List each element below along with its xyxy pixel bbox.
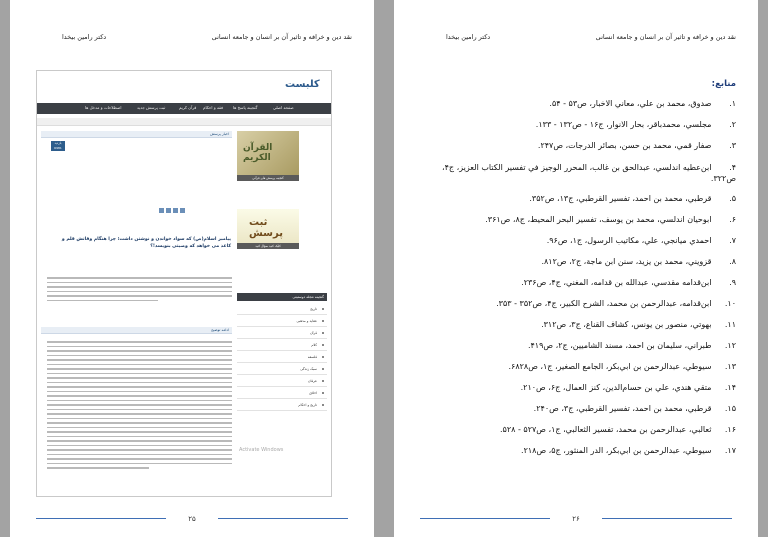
reference-text: سيوطي، عبدالرحمن بن ابي‌بكر، الدر المنثور، ج۵، ص۲۱۸. (521, 446, 712, 455)
ask-thumbnail-text: ثبت پرسش (249, 217, 283, 239)
share-icon (180, 208, 185, 213)
reference-item (416, 215, 736, 226)
reference-item (416, 99, 736, 110)
nav-item: اصطلاحات و مدخل ها (85, 105, 122, 110)
reference-item (416, 341, 736, 352)
reference-item (416, 141, 736, 152)
ask-question-thumbnail (237, 209, 299, 243)
reference-text: ابن‌قدامه مقدسي، عبدالله بن قدامه، المغني، ج۴، ص۲۳۶. (521, 278, 712, 287)
reference-item (416, 162, 736, 184)
quran-thumbnail (237, 131, 299, 175)
section-title: اخبار پرسش (41, 131, 232, 138)
social-icons (159, 208, 199, 213)
share-icon (173, 208, 178, 213)
reference-number: ۱۵. (724, 404, 736, 413)
reference-number: ۳. (729, 141, 736, 150)
reference-text: مجلسي، محمدباقر، بحار الانوار، ج۱۶ - ص۱۳۲ - ۱۳۳. (535, 120, 712, 129)
question-title: پیامبر اسلام(ص) که سواد خواندن و نوشتن داشت؛ چرا هنگام وفاتش قلم و کاغذ می خواهد که وصیتی بنویسد!؟ (61, 237, 231, 249)
activation-watermark: Activate Windows (239, 447, 284, 453)
sidebar-heading: گنجینه مجله دوستیتی (237, 293, 327, 301)
page-number: ۲۶ (572, 515, 580, 523)
reference-item (416, 383, 736, 394)
ask-caption: کلیک کنید سؤال کنيد (237, 243, 299, 249)
reference-text: بهوتي، منصور بن يونس، كشاف القناع، ج۳، ص۳۱۲. (541, 320, 712, 329)
sidebar-item: کلام (237, 339, 327, 351)
reference-text: متقي هندي، علي بن حسام‌الدين، كنز العمال، ج۶، ص۲۱۰. (520, 383, 712, 392)
references-title: منابع: (711, 79, 736, 89)
reference-item (416, 404, 736, 415)
embedded-website-screenshot (36, 70, 332, 497)
reference-number: ۴. (729, 163, 736, 172)
site-nav (37, 103, 331, 114)
quran-caption: گنجينه پرسش هاي قرآني (237, 175, 299, 181)
page-footer (420, 515, 732, 525)
reference-number: ۱۶. (724, 425, 736, 434)
reference-item (416, 120, 736, 131)
reference-item (416, 257, 736, 268)
reference-item (416, 236, 736, 247)
answer-paragraph (47, 341, 232, 472)
share-icon (159, 208, 164, 213)
header-author: دکتر رامين بيخدا (62, 33, 107, 41)
sidebar-item: تاریخ (237, 303, 327, 315)
nav-item: فقه و احكام (203, 105, 224, 110)
reference-item (416, 425, 736, 436)
reference-item (416, 278, 736, 289)
breadcrumb-bar (37, 118, 331, 126)
header-author: دکتر رامين بيخدا (446, 33, 491, 41)
page-number: ۲۵ (188, 515, 196, 523)
reference-text: ابن‌قدامه، عبدالرحمن بن محمد، الشرح الكبير، ج۴، ص۳۵۲ - ۳۵۳. (496, 299, 712, 308)
section-title-2: ادامه توضيح (41, 327, 232, 334)
reference-text: قرطبي، محمد بن احمد، تفسير القرطبي، ج۱۳، ص۳۵۲. (529, 194, 712, 203)
header-title: نقد دين و خرافه و تاثير آن بر انسان و جامعه انسانی (211, 33, 352, 41)
header-title: نقد دين و خرافه و تاثير آن بر انسان و جامعه انسانی (595, 33, 736, 41)
nav-item: گنجينه پاسخ ها (233, 105, 258, 110)
sidebar-item: اخلاق (237, 387, 327, 399)
reference-number: ۸. (729, 257, 736, 266)
reference-number: ۱۷. (724, 446, 736, 455)
left-page (10, 0, 374, 537)
reference-number: ۱۲. (724, 341, 736, 350)
reference-text: احمدي ميانجي، علي، مكاتيب الرسول، ج۱، ص۹۶. (546, 236, 712, 245)
nav-item: صفحه اصلي (273, 105, 294, 110)
page-header (416, 33, 736, 45)
reference-number: ۱. (729, 99, 736, 108)
share-icon (166, 208, 171, 213)
reference-number: ۱۰. (724, 299, 736, 308)
views-badge (51, 141, 65, 151)
reference-text: صفار قمي، محمد بن حسن، بصائر الدرجات، ص۲۴۷. (537, 141, 712, 150)
sidebar-item: فلسفه (237, 351, 327, 363)
site-logo: كلبست (285, 79, 320, 90)
answer-paragraph (47, 277, 232, 304)
reference-number: ۱۴. (724, 383, 736, 392)
nav-item: قرآن كريم (179, 105, 197, 110)
reference-number: ۱۱. (724, 320, 736, 329)
reference-text: ثعالبي، عبدالرحمن بن محمد، تفسير الثعالبي، ج۱، ص۵۲۷ - ۵۲۸. (499, 425, 712, 434)
sidebar-item: سبک زندگی (237, 363, 327, 375)
sidebar-item: قرآن (237, 327, 327, 339)
references-list (416, 99, 736, 467)
reference-number: ۹. (729, 278, 736, 287)
reference-number: ۱۳. (724, 362, 736, 371)
views-label: بازديد (54, 141, 62, 145)
reference-item (416, 446, 736, 457)
reference-text: ابوحيان اندلسي، محمد بن يوسف، تفسير البحر المحيط، ج۸، ص۳۶۱. (485, 215, 712, 224)
page-footer (36, 515, 348, 525)
nav-item: ثبت پرسش جديد (137, 105, 166, 110)
right-page (394, 0, 758, 537)
reference-text: صدوق، محمد بن علي، معاني الاخبار، ص۵۳ - ۵۴. (549, 99, 712, 108)
reference-text: طبراني، سليمان بن احمد، مسند الشاميين، ج۲، ص۴۱۹. (527, 341, 712, 350)
sidebar-item: عرفان (237, 375, 327, 387)
quran-thumbnail-text: القرآن الكريم (243, 143, 273, 163)
sidebar-item: تاریخ و احکام (237, 399, 327, 411)
reference-number: ۲. (729, 120, 736, 129)
reference-item (416, 299, 736, 310)
sidebar-list (237, 303, 327, 411)
views-count: 6981 (54, 146, 62, 150)
reference-text: قرطبي، محمد بن احمد، تفسير القرطبي، ج۳، ص۲۴۰. (533, 404, 712, 413)
page-header (32, 33, 352, 45)
reference-text: قزويني، محمد بن يزيد، سنن ابن ماجة، ج۲، ص۸۱۲. (541, 257, 712, 266)
reference-item (416, 320, 736, 331)
reference-item (416, 194, 736, 205)
reference-text: سيوطي، عبدالرحمن بن ابي‌بكر، الجامع الصغير، ج۱، ص۶۸۲۸. (508, 362, 712, 371)
reference-item (416, 362, 736, 373)
reference-number: ۵. (729, 194, 736, 203)
reference-number: ۶. (729, 215, 736, 224)
reference-text: ابن‌عطيه اندلسي، عبدالحق بن غالب، المحرر الوجيز في تفسير الكتاب العزيز، ج۴، ص۳۲۲. (442, 163, 736, 183)
sidebar-item: عقاید و مذهبی (237, 315, 327, 327)
reference-number: ۷. (729, 236, 736, 245)
site-logo-bar (37, 71, 331, 101)
